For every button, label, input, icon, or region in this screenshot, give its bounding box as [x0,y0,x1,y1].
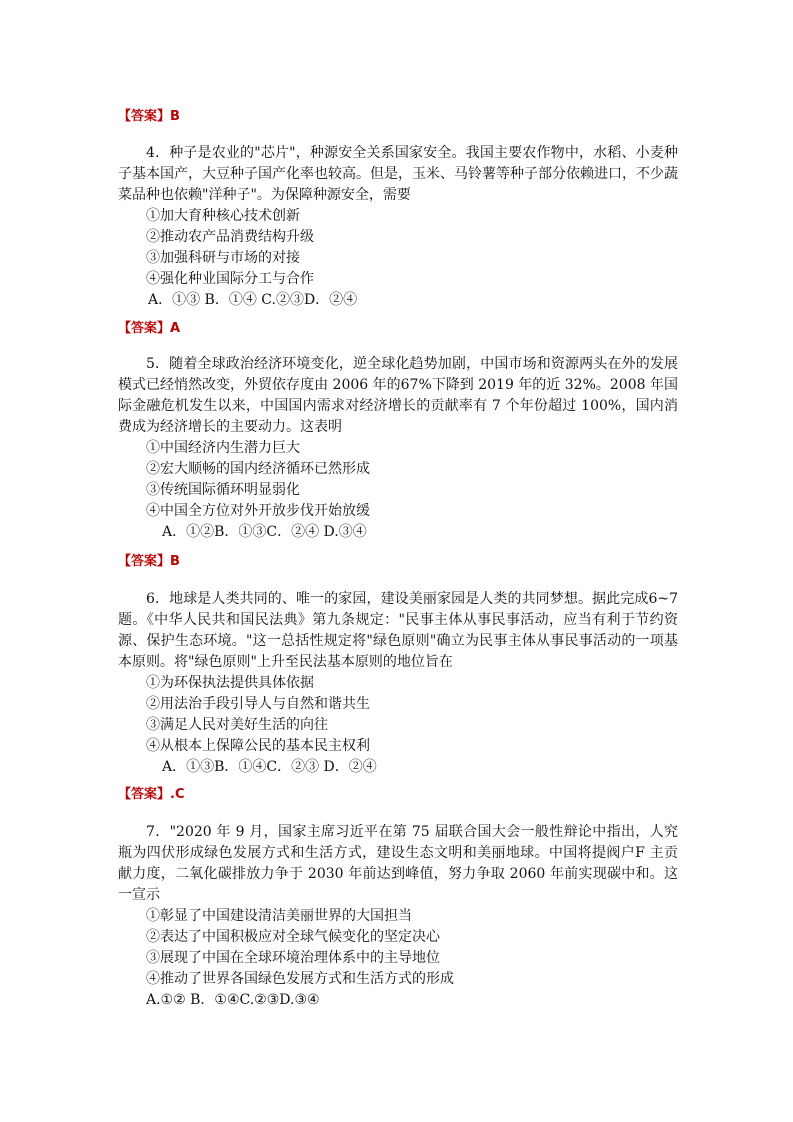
question-stem: 6．地球是人类共同的、唯一的家园，建设美丽家园是人类的共同梦想。据此完成6~7 题。《中华人民共和国民法典》第九条规定："民事主体从事民事活动，应当有利于节约资源、保护生态环境。"这一总括性规定将"绿色原则"确立为民事主体从事民事活动的一项基本原则。将"绿色原则"上升至民法基本原则的地位旨在 [118,591,678,670]
answer-choices: A．①②B．①③C．②④ D.③④ [162,524,367,540]
option-item: ④强化种业国际分工与合作 [146,271,314,287]
answer-label-q3: 【答案】B [118,109,180,124]
question-7 [118,822,678,1011]
option-item: ①中国经济内生潜力巨大 [146,440,300,456]
answer-label-q6: 【答案】.C [118,787,185,802]
answer-label-q4: 【答案】A [118,321,181,336]
option-item: ④推动了世界各国绿色发展方式和生活方式的形成 [146,971,454,987]
option-item: ①彰显了中国建设清洁美丽世界的大国担当 [146,908,412,924]
question-stem: 4．种子是农业的"芯片"，种源安全关系国家安全。我国主要农作物中，水稻、小麦种子基本国产，大豆种子国产化率也较高。但是，玉米、马铃薯等种子部分依赖进口，不少蔬菜品种也依赖"洋种子"。为保障种源安全，需要 [118,145,678,203]
option-item: ②推动农产品消费结构升级 [146,229,314,245]
question-5 [118,354,678,543]
question-stem: 7．"2020 年 9 月，国家主席习近平在第 75 届联合国大会一般性辩论中指出，人究瓶为四伏形成绿色发展方式和生活方式，建设生态文明和美丽地球。中国将提阀户F 主贡献力度，二氧化碳排放力争于 2030 年前达到峰值，努力争取 2060 年前实现碳中和。这一宣示 [118,824,678,903]
option-item: ④从根本上保障公民的基本民主权利 [146,738,370,754]
question-4 [118,143,678,311]
answer-label-q5: 【答案】B [118,554,180,569]
answer-choices: A.①② B．①④C.②③D.③④ [146,992,320,1008]
option-item: ②用法治手段引导人与自然和谐共生 [146,696,370,712]
option-item: ①为环保执法提供具体依据 [146,675,314,691]
option-item: ①加大育种核心技术创新 [146,208,300,224]
option-item: ②宏大顺畅的国内经济循环已然形成 [146,461,370,477]
option-item: ③展现了中国在全球环境治理体系中的主导地位 [146,950,440,966]
option-item: ②表达了中国积极应对全球气候变化的坚定决心 [146,929,440,945]
answer-choices: A．①③B．①④C．②③ D．②④ [162,759,377,775]
option-item: ③传统国际循环明显弱化 [146,482,300,498]
answer-choices: A．①③ B．①④ C.②③D．②④ [148,292,358,308]
option-item: ③加强科研与市场的对接 [146,250,300,266]
option-item: ③满足人民对美好生活的向往 [146,717,328,733]
question-stem: 5．随着全球政治经济环境变化，逆全球化趋势加剧，中国市场和资源两头在外的发展模式已经悄然改变，外贸依存度由 2006 年的67%下降到 2019 年的近 32%。2008 年国际金融危机发生以来，中国国内需求对经济增长的贡献率有 7 个年份超过 100%，国内消费成为经济增长的主要动力。这表明 [118,356,678,435]
question-6 [118,589,678,778]
option-item: ④中国全方位对外开放步伐开始放缓 [146,503,370,519]
